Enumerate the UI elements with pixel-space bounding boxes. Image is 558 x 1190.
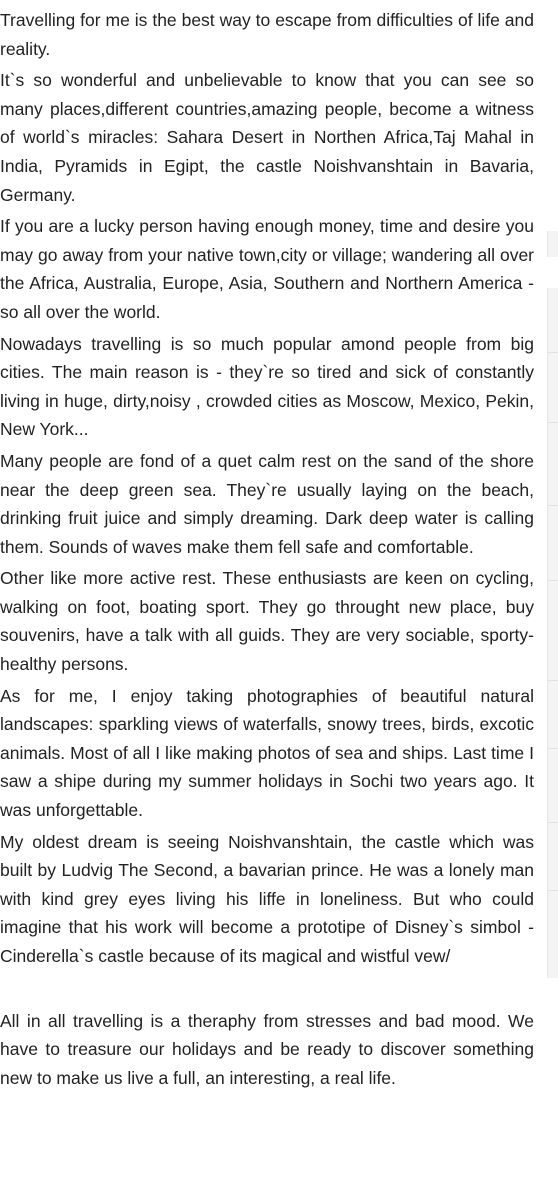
right-edge-divider (548, 890, 558, 891)
right-edge-divider (548, 352, 558, 353)
paragraph-dream: My oldest dream is seeing Noishvanshtain, the castle which was built by Ludvig The Second, a bavarian prince. He was a lonely man with kind grey eyes living his liffe in loneliness. But who could imagine that his work will become a prototipe of Disney`s simbol - Cinderella`s castle because of its magical and wistful vew/ (0, 831, 534, 966)
right-edge-divider (548, 422, 558, 423)
paragraph-active-rest: Other like more active rest. These enthusiasts are keen on cycling, walking on foot, boating sport. They go throught new place, buy souvenirs, have a talk with all guids. They are very sociable, sporty-healthy persons. (0, 568, 534, 675)
paragraph-big-cities: Nowadays travelling is so much popular amond people from big cities. The main reason is - they`re so tired and sick of constantly living in huge, dirty,noisy , crowded cities as Moscow, Mexico, Pekin, New York... (0, 333, 534, 440)
paragraph-intro: Travelling for me is the best way to escape from difficulties of life and reality. (0, 10, 534, 59)
right-edge-divider (548, 680, 558, 681)
right-edge-divider (548, 748, 558, 749)
right-edge-divider (548, 505, 558, 506)
paragraph-lucky-person: If you are a lucky person having enough money, time and desire you may go away from your native town,city or village; wandering all over the Africa, Australia, Europe, Asia, Southern and Northern America - so all over the world. (0, 216, 534, 322)
right-edge-artifact (547, 231, 558, 257)
paragraph-calm-rest: Many people are fond of a quet calm rest on the sand of the shore near the deep green sea. They`re usually laying on the beach, drinking fruit juice and simply dreaming. Dark deep water is calling them. Sounds of waves make them fell safe and comfortable. (0, 450, 534, 557)
right-edge-artifact (547, 288, 558, 978)
paragraph-photography: As for me, I enjoy taking photographies of beautiful natural landscapes: sparkling views of waterfalls, snowy trees, birds, excotic animals. Most of all I like making photos of sea and ships. Last time I saw a shipe during my summer holidays in Sochi two years ago. It was unforgettable. (0, 685, 534, 821)
right-edge-divider (548, 580, 558, 581)
paragraph-conclusion: All in all travelling is a theraphy from stresses and bad mood. We have to treasure our holidays and be ready to discover something new to make us live a full, an interesting, a real life. (0, 1010, 534, 1088)
right-edge-divider (548, 822, 558, 823)
paragraph-miracles: It`s so wonderful and unbelievable to know that you can see so many places,different countries,amazing people, become a witness of world`s miracles: Sahara Desert in Northen Africa,Taj Mahal in India, Pyramids in Egipt, the castle Noishvanshtain in Bavaria, Germany. (0, 70, 534, 205)
